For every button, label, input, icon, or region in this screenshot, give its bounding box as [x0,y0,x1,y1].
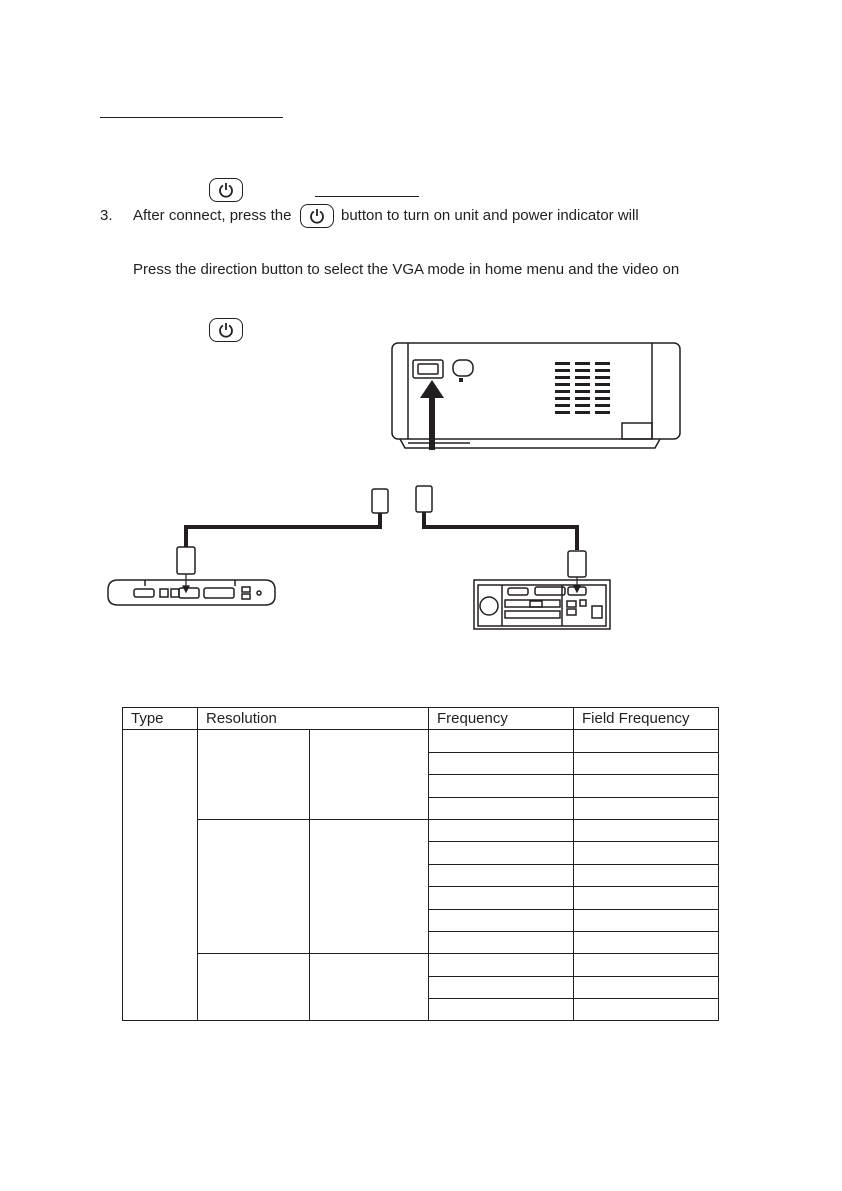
resolution-detail-cell [310,819,429,953]
section-heading-underline [100,117,283,118]
frequency-cell [429,931,574,953]
resolution-detail-cell [310,954,429,1021]
resolution-cell [198,819,310,953]
frequency-cell [429,752,574,774]
frequency-cell [429,775,574,797]
resolution-cell [198,954,310,1021]
projector-vents [459,362,610,414]
table-row [123,954,719,976]
field-frequency-cell [574,775,719,797]
header-frequency: Frequency [429,708,574,730]
vga-cables [186,512,577,550]
field-frequency-cell [574,954,719,976]
table-row [123,730,719,752]
frequency-cell [429,887,574,909]
table-row [123,819,719,841]
frequency-cell [429,797,574,819]
header-resolution: Resolution [198,708,429,730]
frequency-cell [429,730,574,752]
resolution-cell [198,730,310,820]
step3-text-before: After connect, press the [133,207,292,224]
field-frequency-cell [574,819,719,841]
text-underline [315,196,419,197]
laptop-illustration [108,580,275,605]
step-number: 3. [100,207,113,224]
field-frequency-cell [574,976,719,998]
frequency-cell [429,819,574,841]
field-frequency-cell [574,909,719,931]
resolution-table [122,707,719,1021]
field-frequency-cell [574,797,719,819]
power-button-icon [300,204,334,228]
header-type: Type [123,708,198,730]
frequency-cell [429,999,574,1021]
frequency-cell [429,864,574,886]
step3-text-after: button to turn on unit and power indicator will [341,207,639,224]
field-frequency-cell [574,752,719,774]
table-header-row [123,708,719,730]
header-field-frequency: Field Frequency [574,708,719,730]
field-frequency-cell [574,842,719,864]
field-frequency-cell [574,931,719,953]
type-cell [123,730,198,1021]
power-button-icon [209,178,243,202]
field-frequency-cell [574,730,719,752]
field-frequency-cell [574,864,719,886]
frequency-cell [429,976,574,998]
frequency-cell [429,842,574,864]
frequency-cell [429,909,574,931]
desktop-pc-illustration [474,580,610,629]
frequency-cell [429,954,574,976]
resolution-detail-cell [310,730,429,820]
step3-line2: Press the direction button to select the VGA mode in home menu and the video on [133,261,680,278]
field-frequency-cell [574,999,719,1021]
field-frequency-cell [574,887,719,909]
vga-plugs [177,486,586,577]
vga-connection-diagram [100,330,700,635]
